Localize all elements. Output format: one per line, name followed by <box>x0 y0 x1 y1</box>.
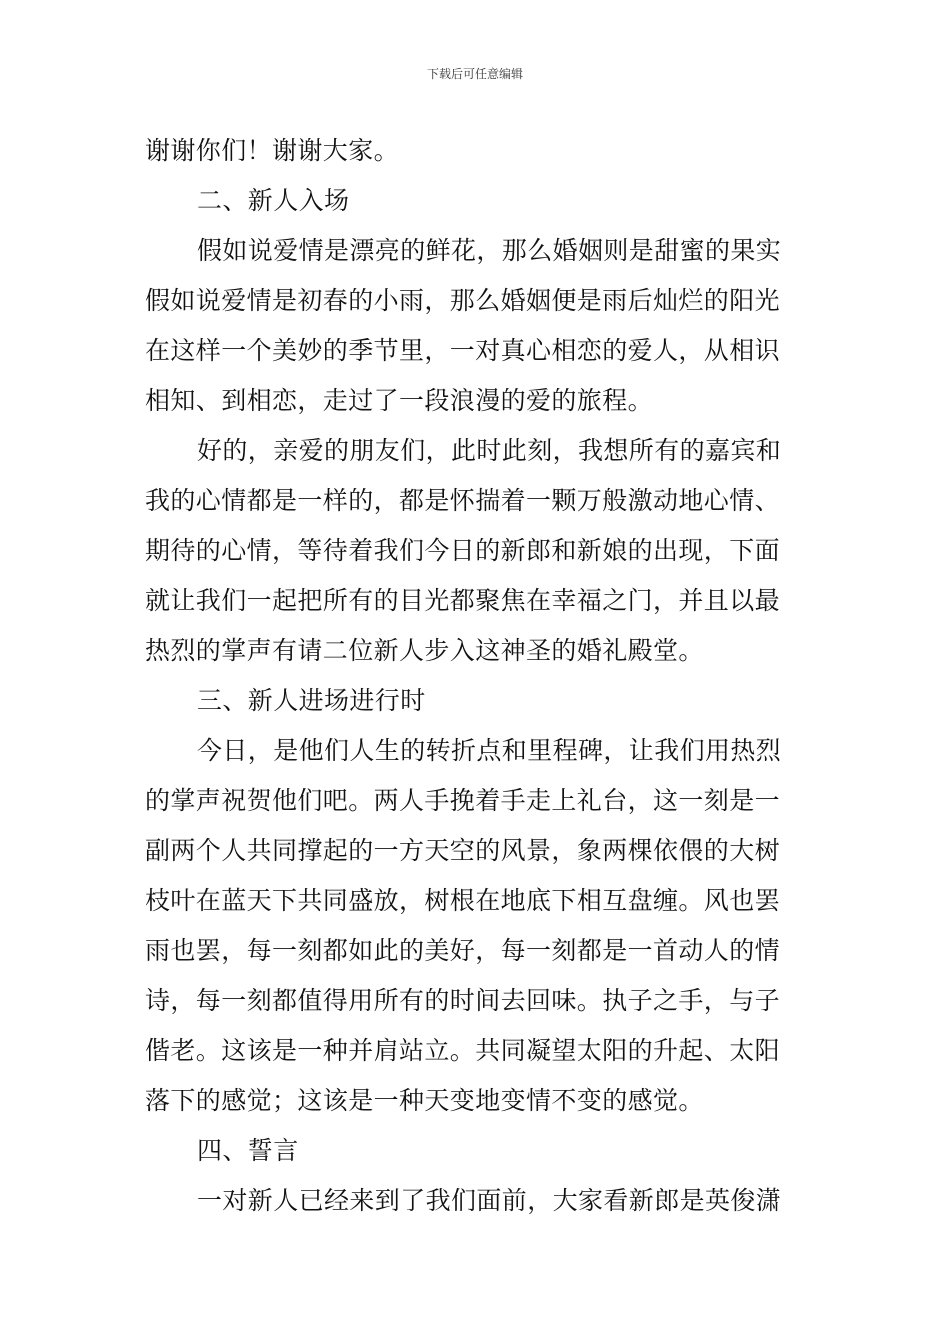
text-line: 一对新人已经来到了我们面前，大家看新郎是英俊潇 <box>197 1186 782 1215</box>
text-line: 期待的心情，等待着我们今日的新郎和新娘的出现，下面 <box>145 536 781 565</box>
text-line: 的掌声祝贺他们吧。两人手挽着手走上礼台，这一刻是一 <box>145 786 781 815</box>
document-body <box>145 126 810 1226</box>
text-line: 枝叶在蓝天下共同盛放，树根在地底下相互盘缠。风也罢 <box>145 886 781 915</box>
text-line: 好的，亲爱的朋友们，此时此刻，我想所有的嘉宾和 <box>197 436 782 465</box>
text-line: 我的心情都是一样的，都是怀揣着一颗万般激动地心情、 <box>145 486 781 515</box>
text-line: 谢谢你们！谢谢大家。 <box>145 136 400 165</box>
text-line: 假如说爱情是漂亮的鲜花，那么婚姻则是甜蜜的果实 <box>197 236 782 265</box>
text-line: 就让我们一起把所有的目光都聚焦在幸福之门，并且以最 <box>145 586 781 615</box>
section-heading: 三、新人进场进行时 <box>197 686 426 715</box>
section-heading: 二、新人入场 <box>197 186 350 215</box>
text-line: 落下的感觉；这该是一种天变地变情不变的感觉。 <box>145 1086 704 1115</box>
text-line: 偕老。这该是一种并肩站立。共同凝望太阳的升起、太阳 <box>145 1036 781 1065</box>
text-line: 副两个人共同撑起的一方天空的风景，象两棵依偎的大树 <box>145 836 781 865</box>
text-line: 雨也罢，每一刻都如此的美好，每一刻都是一首动人的情 <box>145 936 781 965</box>
text-line: 今日，是他们人生的转折点和里程碑，让我们用热烈 <box>197 736 782 765</box>
page-header: 下载后可任意编辑 <box>426 67 523 81</box>
text-line: 在这样一个美妙的季节里，一对真心相恋的爱人，从相识 <box>145 336 781 365</box>
text-line: 诗，每一刻都值得用所有的时间去回味。执子之手，与子 <box>145 986 781 1015</box>
text-line: 相知、到相恋，走过了一段浪漫的爱的旅程。 <box>145 386 654 415</box>
text-line: 热烈的掌声有请二位新人步入这神圣的婚礼殿堂。 <box>145 636 704 665</box>
section-heading: 四、誓言 <box>197 1136 299 1165</box>
text-line: 假如说爱情是初春的小雨，那么婚姻便是雨后灿烂的阳光 <box>145 286 781 315</box>
